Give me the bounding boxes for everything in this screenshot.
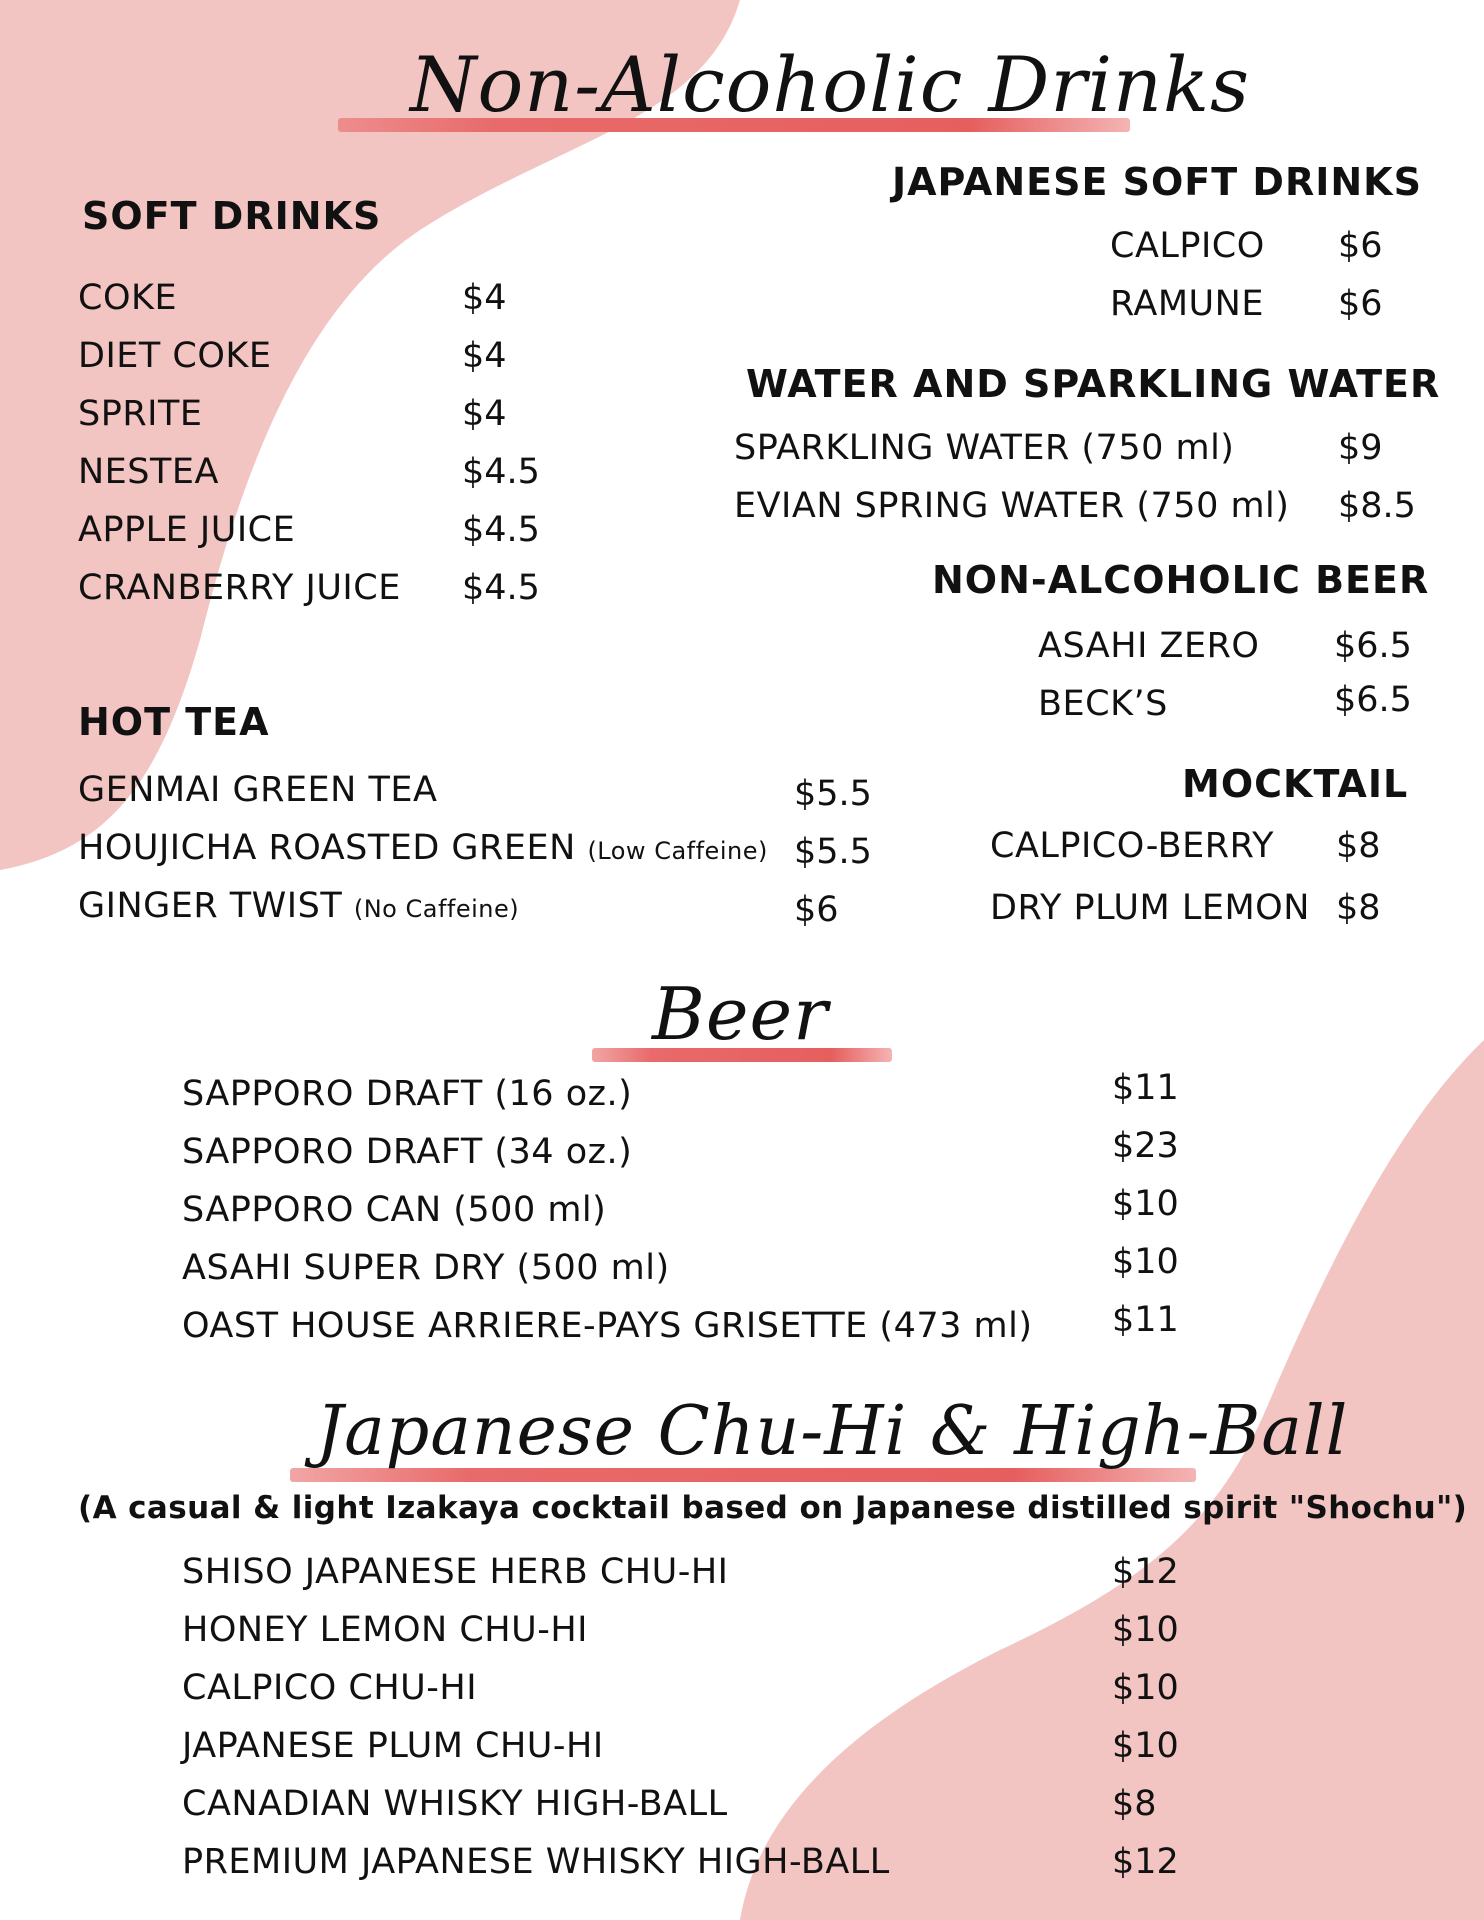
menu-item-price: $9 <box>1338 428 1383 468</box>
menu-item-name: OAST HOUSE ARRIERE-PAYS GRISETTE (473 ml) <box>182 1306 1033 1346</box>
menu-item-name: JAPANESE PLUM CHU-HI <box>182 1726 604 1766</box>
menu-item-price: $6 <box>1338 226 1383 266</box>
menu-item-price: $6 <box>794 890 839 930</box>
water-heading: WATER AND SPARKLING WATER <box>746 362 1441 406</box>
menu-item-name: DRY PLUM LEMON <box>990 888 1310 928</box>
hot-tea-item-note: (No Caffeine) <box>353 895 520 923</box>
hot-tea-item-label: HOUJICHA ROASTED GREEN <box>78 828 576 868</box>
menu-item-name: CRANBERRY JUICE <box>78 568 401 608</box>
section-title-beer: Beer <box>652 972 829 1056</box>
menu-item-name: SAPPORO DRAFT (34 oz.) <box>182 1132 633 1172</box>
menu-item-name: SAPPORO CAN (500 ml) <box>182 1190 607 1230</box>
menu-item-price: $10 <box>1112 1726 1179 1766</box>
menu-item-name: COKE <box>78 278 178 318</box>
menu-item-price: $10 <box>1112 1610 1179 1650</box>
menu-item-price: $8 <box>1336 826 1381 866</box>
menu-item-name <box>78 770 437 810</box>
hot-tea-item-label: GINGER TWIST <box>78 886 343 926</box>
menu-item-name: BECK’S <box>1038 684 1168 724</box>
menu-item-price: $4.5 <box>462 510 540 550</box>
menu-item-name: RAMUNE <box>1110 284 1264 324</box>
section-title-chuhi: Japanese Chu-Hi & High-Ball <box>316 1392 1349 1471</box>
menu-item-name: SPRITE <box>78 394 203 434</box>
menu-item-name: DIET COKE <box>78 336 272 376</box>
chuhi-subtitle: (A casual & light Izakaya cocktail based on Japanese distilled spirit "Shochu") <box>78 1490 1468 1526</box>
menu-item-price: $6 <box>1338 284 1383 324</box>
menu-item-name: SHISO JAPANESE HERB CHU-HI <box>182 1552 729 1592</box>
menu-item-name: ASAHI ZERO <box>1038 626 1260 666</box>
non-alcoholic-beer-heading: NON-ALCOHOLIC BEER <box>932 558 1430 602</box>
menu-item-price: $4.5 <box>462 452 540 492</box>
menu-item-name: SAPPORO DRAFT (16 oz.) <box>182 1074 633 1114</box>
menu-item-name: SPARKLING WATER (750 ml) <box>734 428 1235 468</box>
mocktail-heading: MOCKTAIL <box>1182 762 1409 806</box>
menu-item-name: HONEY LEMON CHU-HI <box>182 1610 588 1650</box>
menu-item-price: $4 <box>462 394 507 434</box>
japanese-soft-drinks-heading: JAPANESE SOFT DRINKS <box>892 160 1422 204</box>
menu-item-price: $6.5 <box>1334 680 1412 720</box>
menu-item-name: CALPICO <box>1110 226 1265 266</box>
menu-item-price: $8 <box>1336 888 1381 928</box>
menu-item-price: $6.5 <box>1334 626 1412 666</box>
menu-item-name <box>78 886 519 926</box>
menu-item-price: $4.5 <box>462 568 540 608</box>
menu-item-price: $11 <box>1112 1068 1179 1108</box>
menu-item-price: $10 <box>1112 1184 1179 1224</box>
menu-item-price: $12 <box>1112 1842 1179 1882</box>
menu-item-price: $10 <box>1112 1668 1179 1708</box>
menu-item-price: $5.5 <box>794 774 872 814</box>
menu-item-price: $12 <box>1112 1552 1179 1592</box>
menu-item-name: CALPICO-BERRY <box>990 826 1275 866</box>
menu-item-price: $23 <box>1112 1126 1179 1166</box>
hot-tea-item-note: (Low Caffeine) <box>587 837 768 865</box>
menu-item-name: CANADIAN WHISKY HIGH-BALL <box>182 1784 728 1824</box>
menu-item-price: $8 <box>1112 1784 1157 1824</box>
section-title-non-alcoholic: Non-Alcoholic Drinks <box>410 40 1251 129</box>
menu-item-price: $4 <box>462 336 507 376</box>
menu-item-name: APPLE JUICE <box>78 510 296 550</box>
hot-tea-heading: HOT TEA <box>78 700 270 744</box>
menu-item-name: PREMIUM JAPANESE WHISKY HIGH-BALL <box>182 1842 890 1882</box>
menu-item-name: CALPICO CHU-HI <box>182 1668 478 1708</box>
menu-item-name: EVIAN SPRING WATER (750 ml) <box>734 486 1290 526</box>
menu-item-price: $5.5 <box>794 832 872 872</box>
menu-item-price: $10 <box>1112 1242 1179 1282</box>
menu-item-name: NESTEA <box>78 452 219 492</box>
menu-item-price: $8.5 <box>1338 486 1416 526</box>
hot-tea-item-label: GENMAI GREEN TEA <box>78 770 438 810</box>
menu-item-price: $11 <box>1112 1300 1179 1340</box>
menu-item-name <box>78 828 768 868</box>
menu-item-price: $4 <box>462 278 507 318</box>
menu-item-name: ASAHI SUPER DRY (500 ml) <box>182 1248 670 1288</box>
soft-drinks-heading: SOFT DRINKS <box>82 194 382 238</box>
